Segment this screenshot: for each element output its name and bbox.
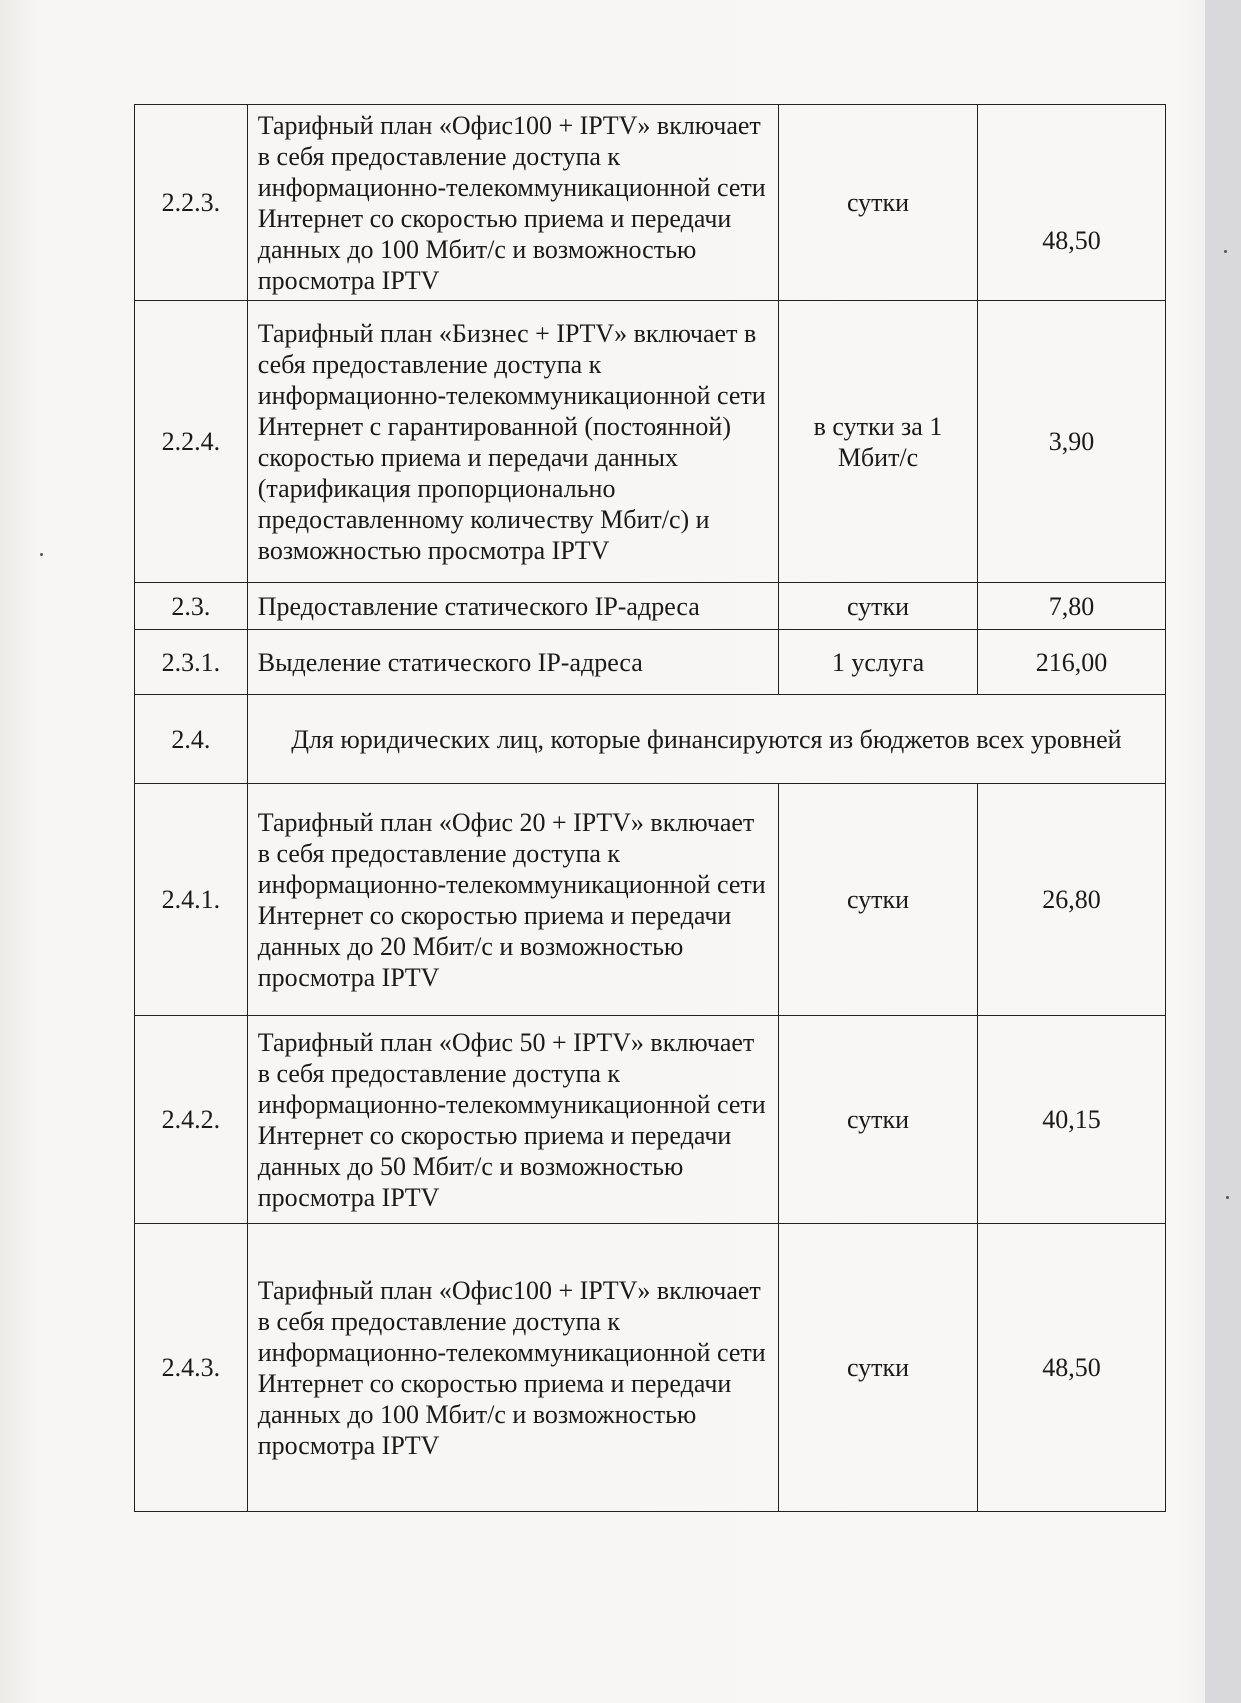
row-number: 2.4.2. (135, 1016, 248, 1224)
table-row (135, 583, 1166, 630)
row-unit: сутки (778, 1224, 977, 1512)
row-number: 2.4.3. (135, 1224, 248, 1512)
row-number: 2.2.4. (135, 301, 248, 583)
row-description: Предоставление статического IP-адреса (247, 583, 778, 630)
row-description: Тарифный план «Бизнес + IPTV» включает в себя предоставление доступа к информационно-телекоммуникационной сети Интернет с гарантированной (постоянной) скоростью приема и передачи данных (тарификация пропорционально предоставленному количеству Мбит/с) и возможностью просмотра IPTV (247, 301, 778, 583)
row-description: Выделение статического IP-адреса (247, 630, 778, 695)
row-price: 40,15 (978, 1016, 1166, 1224)
row-description: Тарифный план «Офис 20 + IPTV» включает в себя предоставление доступа к информационно-телекоммуникационной сети Интернет со скоростью приема и передачи данных до 20 Мбит/с и возможностью просмотра IPTV (247, 784, 778, 1016)
row-description: Тарифный план «Офис100 + IPTV» включает в себя предоставление доступа к информационно-телекоммуникационной сети Интернет со скоростью приема и передачи данных до 100 Мбит/с и возможностью просмотра IPTV (247, 1224, 778, 1512)
tariff-table (134, 104, 1166, 1512)
scan-speck (1226, 1196, 1229, 1199)
row-description: Тарифный план «Офис 50 + IPTV» включает в себя предоставление доступа к информационно-телекоммуникационной сети Интернет со скоростью приема и передачи данных до 50 Мбит/с и возможностью просмотра IPTV (247, 1016, 778, 1224)
row-number: 2.3.1. (135, 630, 248, 695)
table-row (135, 301, 1166, 583)
table-row (135, 105, 1166, 301)
row-unit: сутки (778, 1016, 977, 1224)
table-row (135, 630, 1166, 695)
row-price: 48,50 (978, 105, 1166, 301)
table-row (135, 784, 1166, 1016)
row-unit: в сутки за 1 Мбит/с (778, 301, 977, 583)
row-unit: сутки (778, 784, 977, 1016)
row-price: 48,50 (978, 1224, 1166, 1512)
row-number: 2.4.1. (135, 784, 248, 1016)
table-row (135, 1224, 1166, 1512)
row-number: 2.4. (135, 695, 248, 784)
row-number: 2.2.3. (135, 105, 248, 301)
row-price: 7,80 (978, 583, 1166, 630)
row-unit: 1 услуга (778, 630, 977, 695)
table-row (135, 695, 1166, 784)
section-heading: Для юридических лиц, которые финансируются из бюджетов всех уровней (247, 695, 1165, 784)
row-price: 216,00 (978, 630, 1166, 695)
scan-edge (1205, 0, 1241, 1703)
row-price: 3,90 (978, 301, 1166, 583)
row-price: 26,80 (978, 784, 1166, 1016)
table-row (135, 1016, 1166, 1224)
scan-speck (1224, 250, 1227, 253)
row-description: Тарифный план «Офис100 + IPTV» включает в себя предоставление доступа к информационно-телекоммуникационной сети Интернет со скоростью приема и передачи данных до 100 Мбит/с и возможностью просмотра IPTV (247, 105, 778, 301)
row-unit: сутки (778, 105, 977, 301)
row-unit: сутки (778, 583, 977, 630)
row-number: 2.3. (135, 583, 248, 630)
scan-speck (40, 553, 43, 556)
